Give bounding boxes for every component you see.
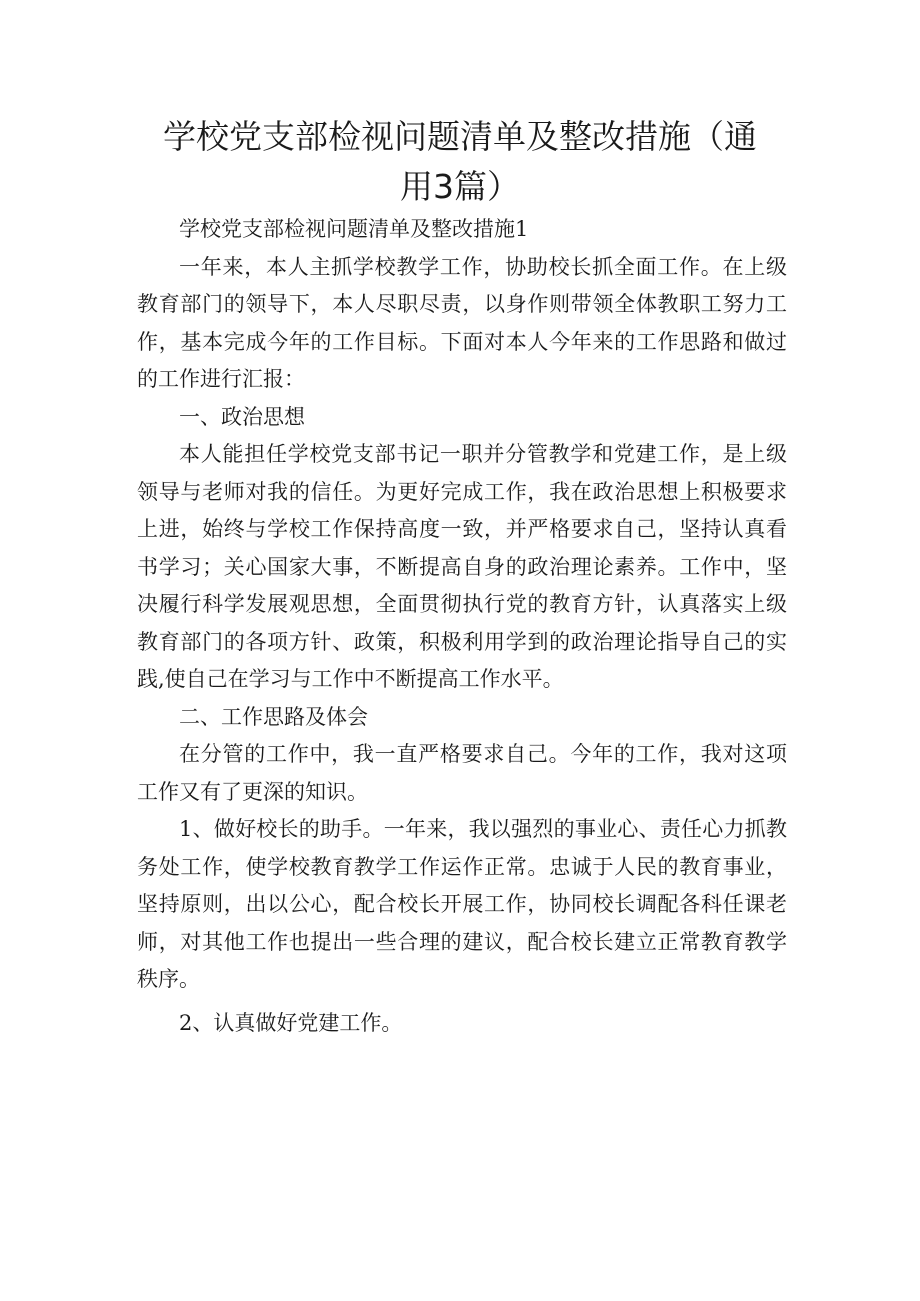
paragraph-party-building: 2、认真做好党建工作。 — [179, 1010, 403, 1035]
paragraph-work-ideas: 在分管的工作中，我一直严格要求自己。今年的工作，我对这项工作又有了更深的知识。 — [137, 742, 787, 804]
heading-political-thought: 一、政治思想 — [179, 404, 305, 429]
paragraph-intro: 一年来，本人主抓学校教学工作，协助校长抓全面工作。在上级教育部门的领导下，本人尽职尽责，以身作则带领全体教职工努力工作，基本完成今年的工作目标。下面对本人今年来的工作思路和做过的工作进行汇报： — [137, 254, 787, 391]
section-subtitle: 学校党支部检视问题清单及整改措施1 — [179, 217, 529, 241]
paragraph-political-thought: 本人能担任学校党支部书记一职并分管教学和党建工作，是上级领导与老师对我的信任。为更好完成工作，我在政治思想上积极要求上进，始终与学校工作保持高度一致，并严格要求自己，坚持认真看书学习；关心国家大事，不断提高自身的政治理论素养。工作中，坚决履行科学发展观思想，全面贯彻执行党的教育方针，认真落实上级教育部门的各项方针、政策，积极利用学到的政治理论指导自己的实践,使自己在学习与工作中不断提高工作水平。 — [137, 442, 787, 691]
paragraph-assistant: 1、做好校长的助手。一年来，我以强烈的事业心、责任心力抓教务处工作，使学校教育教学工作运作正常。忠诚于人民的教育事业，坚持原则，出以公心，配合校长开展工作，协同校长调配各科任课老师，对其他工作也提出一些合理的建议，配合校长建立正常教育教学秩序。 — [137, 817, 787, 991]
document-body — [137, 211, 787, 1042]
document-title: 学校党支部检视问题清单及整改措施（通用3篇） — [163, 117, 757, 206]
heading-work-ideas: 二、工作思路及体会 — [179, 704, 368, 729]
